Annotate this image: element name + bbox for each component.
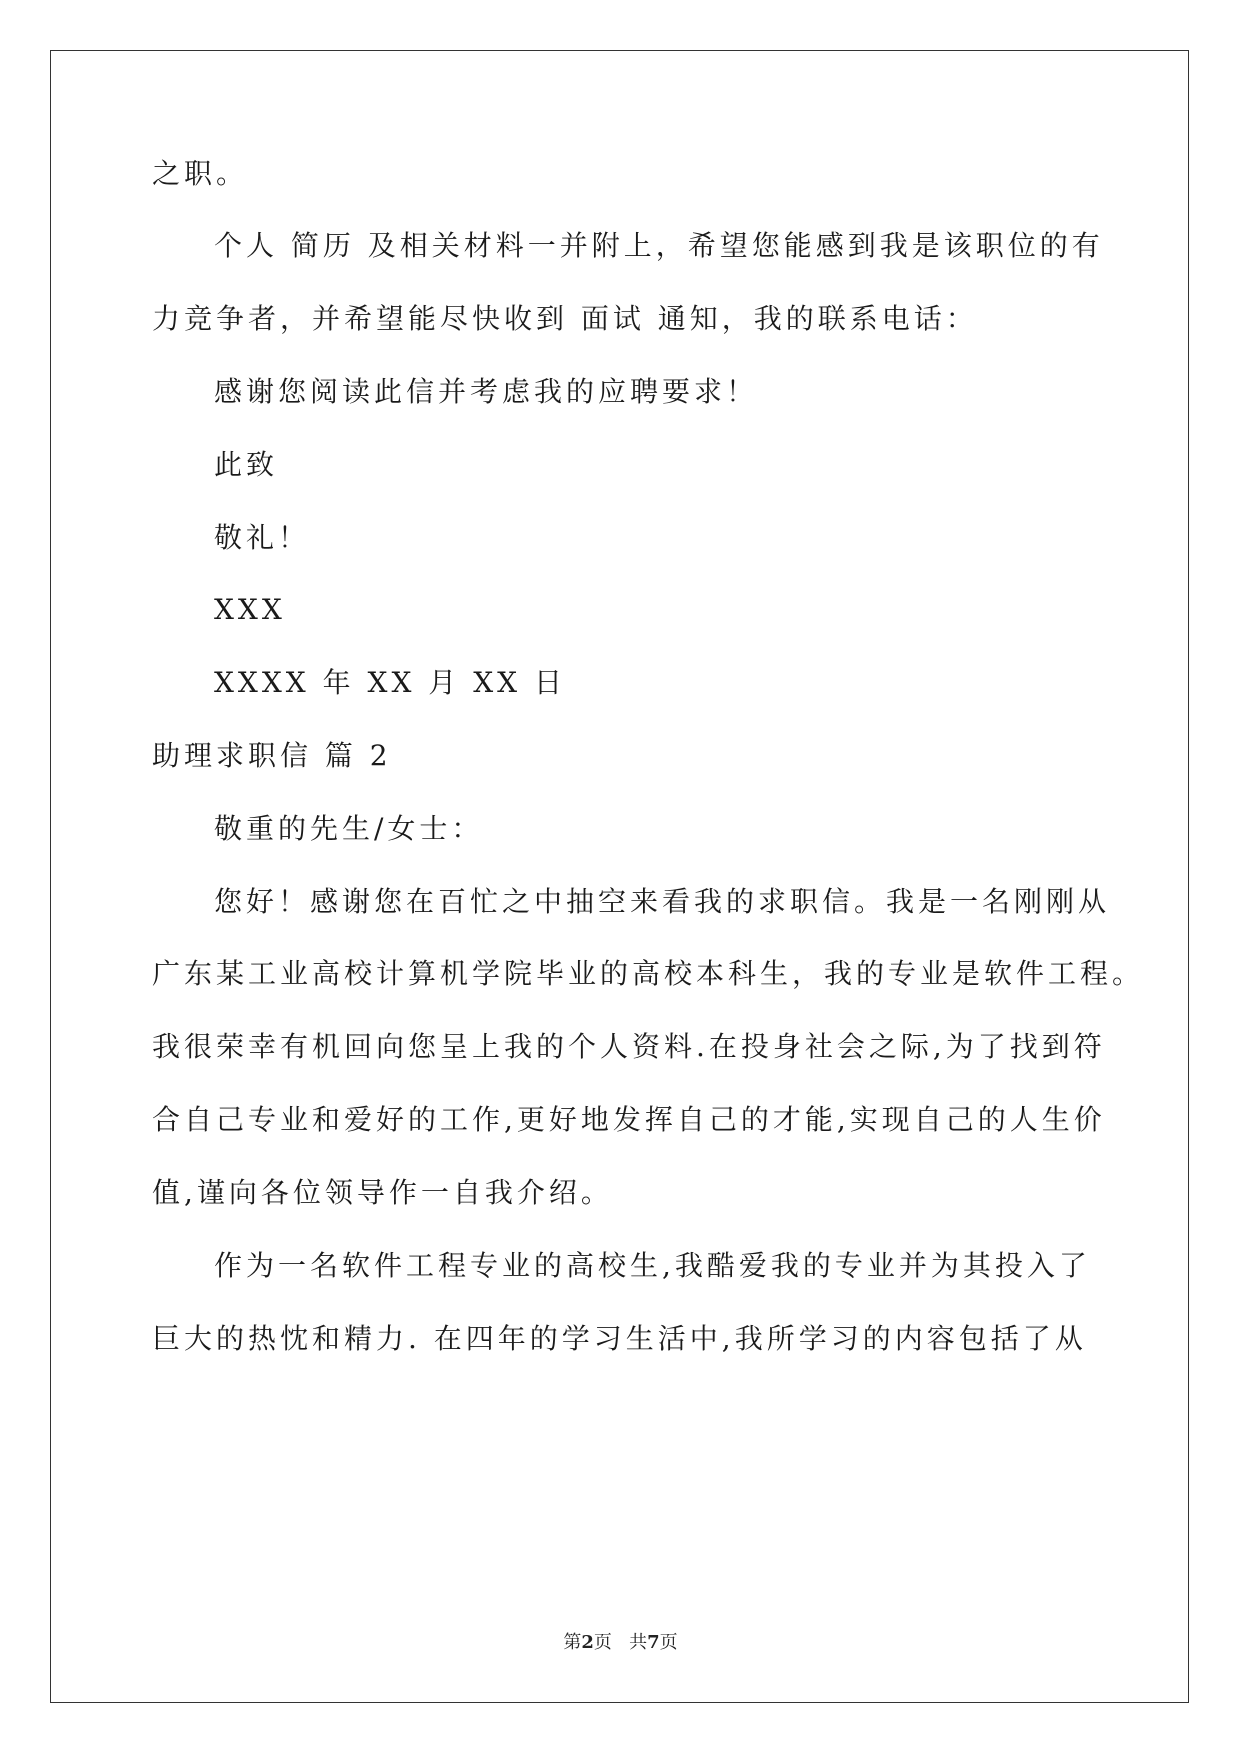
text-line: XXX <box>214 593 286 626</box>
current-page-number: 2 <box>581 1632 594 1653</box>
text-line: 您好！感谢您在百忙之中抽空来看我的求职信。我是一名刚刚从 <box>214 885 1111 918</box>
text-line: 之职。 <box>152 157 249 190</box>
section-heading: 助理求职信 篇 2 <box>152 739 392 772</box>
text-line: 广东某工业高校计算机学院毕业的高校本科生，我的专业是软件工程。 <box>152 957 1145 990</box>
text-line: 巨大的热忱和精力. 在四年的学习生活中,我所学习的内容包括了从 <box>152 1322 1087 1355</box>
text-line: 合自己专业和爱好的工作,更好地发挥自己的才能,实现自己的人生价 <box>152 1103 1106 1136</box>
footer-prefix: 第 <box>563 1632 582 1653</box>
text-line: 值,谨向各位领导作一自我介绍。 <box>152 1176 613 1209</box>
footer-middle: 页 共 <box>593 1632 648 1653</box>
text-line: XXXX 年 XX 月 XX 日 <box>214 666 566 699</box>
text-line: 感谢您阅读此信并考虑我的应聘要求！ <box>214 375 759 408</box>
footer-suffix: 页 <box>659 1632 678 1653</box>
page-footer <box>0 1628 1241 1654</box>
page-border <box>50 50 1189 1703</box>
total-page-number: 7 <box>647 1632 660 1653</box>
text-line: 此致 <box>214 448 279 481</box>
text-line: 作为一名软件工程专业的高校生,我酷爱我的专业并为其投入了 <box>214 1249 1091 1282</box>
text-line: 力竞争者，并希望能尽快收到 面试 通知，我的联系电话： <box>152 302 978 335</box>
text-line: 敬礼！ <box>214 521 311 554</box>
text-line: 我很荣幸有机回向您呈上我的个人资料.在投身社会之际,为了找到符 <box>152 1030 1106 1063</box>
text-line: 个人 简历 及相关材料一并附上，希望您能感到我是该职位的有 <box>214 229 1104 262</box>
salutation: 敬重的先生/女士： <box>214 812 484 845</box>
